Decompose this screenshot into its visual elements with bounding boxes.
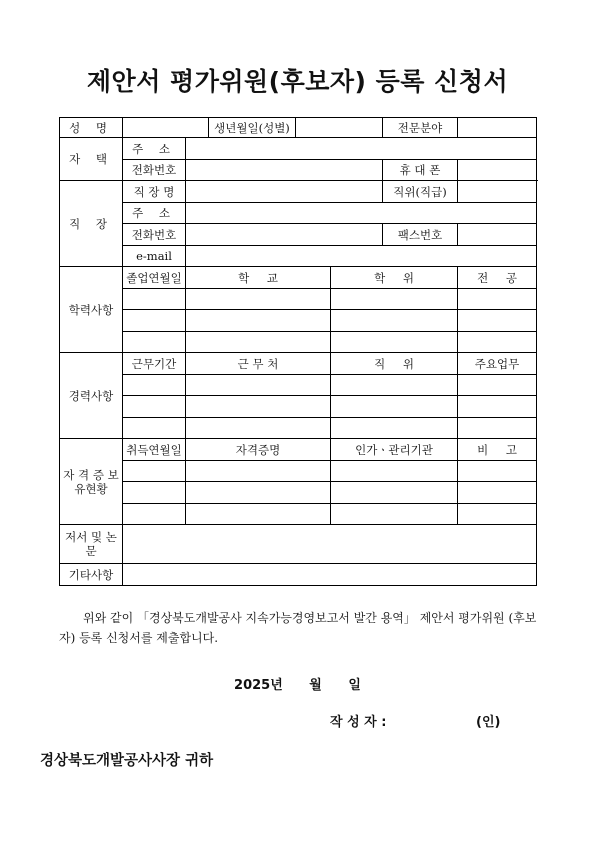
home-phone-field[interactable]: [186, 159, 383, 181]
cell[interactable]: [458, 288, 537, 310]
cell[interactable]: [123, 374, 186, 396]
career-row: [60, 417, 537, 439]
cell[interactable]: [458, 374, 537, 396]
education-label: 학력사항: [60, 267, 123, 353]
cell[interactable]: [123, 396, 186, 418]
name-label: 성 명: [60, 118, 123, 138]
position-label: 직위(직급): [383, 181, 458, 203]
education-row: [60, 288, 537, 310]
cell[interactable]: [331, 331, 458, 353]
license-header-issuer: 인가ㆍ관리기관: [331, 439, 458, 461]
fax-label: 팩스번호: [383, 224, 458, 246]
career-header-duties: 주요업무: [458, 353, 537, 375]
cell[interactable]: [331, 374, 458, 396]
cell[interactable]: [123, 460, 186, 482]
cell[interactable]: [123, 482, 186, 504]
recipient-line: 경상북도개발공사사장 귀하: [40, 753, 214, 769]
home-phone-label: 전화번호: [123, 159, 186, 181]
position-field[interactable]: [458, 181, 537, 203]
cell[interactable]: [186, 482, 331, 504]
license-row: [60, 503, 537, 525]
education-header-school: 학 교: [186, 267, 331, 289]
email-label: e-mail: [123, 245, 186, 267]
cell[interactable]: [186, 331, 331, 353]
cell[interactable]: [186, 396, 331, 418]
mobile-label: 휴 대 폰: [383, 159, 458, 181]
career-row: [60, 374, 537, 396]
cell[interactable]: [123, 417, 186, 439]
author-label: 작 성 자 :: [330, 715, 387, 730]
license-row: [60, 460, 537, 482]
field-label: 전문분야: [383, 118, 458, 138]
etc-label: 기타사항: [60, 564, 123, 586]
cell[interactable]: [331, 482, 458, 504]
field-field[interactable]: [458, 118, 537, 138]
career-header-workplace: 근 무 처: [186, 353, 331, 375]
cell[interactable]: [458, 331, 537, 353]
cell[interactable]: [123, 331, 186, 353]
cell[interactable]: [186, 374, 331, 396]
email-field[interactable]: [186, 245, 537, 267]
license-header-name: 자격증명: [186, 439, 331, 461]
home-label: 자 택: [60, 138, 123, 181]
cell[interactable]: [458, 503, 537, 525]
license-header-date: 취득연월일: [123, 439, 186, 461]
company-field[interactable]: [186, 181, 383, 203]
statement-text: 위와 같이 「경상북도개발공사 지속가능경영보고서 발간 용역」 제안서 평가위원 (후보자) 등록 신청서를 제출합니다.: [59, 611, 537, 645]
career-row: [60, 396, 537, 418]
license-row: [60, 482, 537, 504]
cell[interactable]: [123, 310, 186, 332]
license-header-note: 비 고: [458, 439, 537, 461]
career-label: 경력사항: [60, 353, 123, 439]
cell[interactable]: [186, 460, 331, 482]
mobile-field[interactable]: [458, 159, 537, 181]
career-header-period: 근무기간: [123, 353, 186, 375]
cell[interactable]: [331, 396, 458, 418]
cell[interactable]: [186, 503, 331, 525]
cell[interactable]: [331, 417, 458, 439]
cell[interactable]: [458, 310, 537, 332]
birth-field[interactable]: [296, 118, 383, 138]
cell[interactable]: [331, 503, 458, 525]
cell[interactable]: [123, 503, 186, 525]
papers-label: 저서 및 논문: [60, 525, 123, 564]
fax-field[interactable]: [458, 224, 537, 246]
home-address-field[interactable]: [186, 138, 537, 160]
form-title: 제안서 평가위원(후보자) 등록 신청서: [86, 67, 509, 96]
papers-field[interactable]: [123, 525, 537, 564]
cell[interactable]: [458, 396, 537, 418]
work-address-label: 주 소: [123, 202, 186, 224]
education-header-degree: 학 위: [331, 267, 458, 289]
seal-label: (인): [476, 715, 501, 730]
work-address-field[interactable]: [186, 202, 537, 224]
cell[interactable]: [331, 288, 458, 310]
cell[interactable]: [186, 288, 331, 310]
cell[interactable]: [186, 417, 331, 439]
name-field[interactable]: [123, 118, 209, 138]
cell[interactable]: [458, 460, 537, 482]
education-row: [60, 331, 537, 353]
education-header-major: 전 공: [458, 267, 537, 289]
cell[interactable]: [331, 310, 458, 332]
career-header-position: 직 위: [331, 353, 458, 375]
license-label: 자 격 증 보유현황: [60, 439, 123, 525]
cell[interactable]: [458, 482, 537, 504]
application-form-table: [59, 117, 537, 586]
name-row: [60, 118, 537, 138]
cell[interactable]: [331, 460, 458, 482]
company-label: 직 장 명: [123, 181, 186, 203]
work-label: 직 장: [60, 181, 123, 267]
cell[interactable]: [458, 417, 537, 439]
work-phone-field[interactable]: [186, 224, 383, 246]
date-line: 2025년 월 일: [234, 678, 361, 693]
work-phone-label: 전화번호: [123, 224, 186, 246]
etc-field[interactable]: [123, 564, 537, 586]
cell[interactable]: [186, 310, 331, 332]
home-address-label: 주 소: [123, 138, 186, 160]
education-row: [60, 310, 537, 332]
cell[interactable]: [123, 288, 186, 310]
birth-label: 생년월일(성별): [209, 118, 296, 138]
education-header-date: 졸업연월일: [123, 267, 186, 289]
